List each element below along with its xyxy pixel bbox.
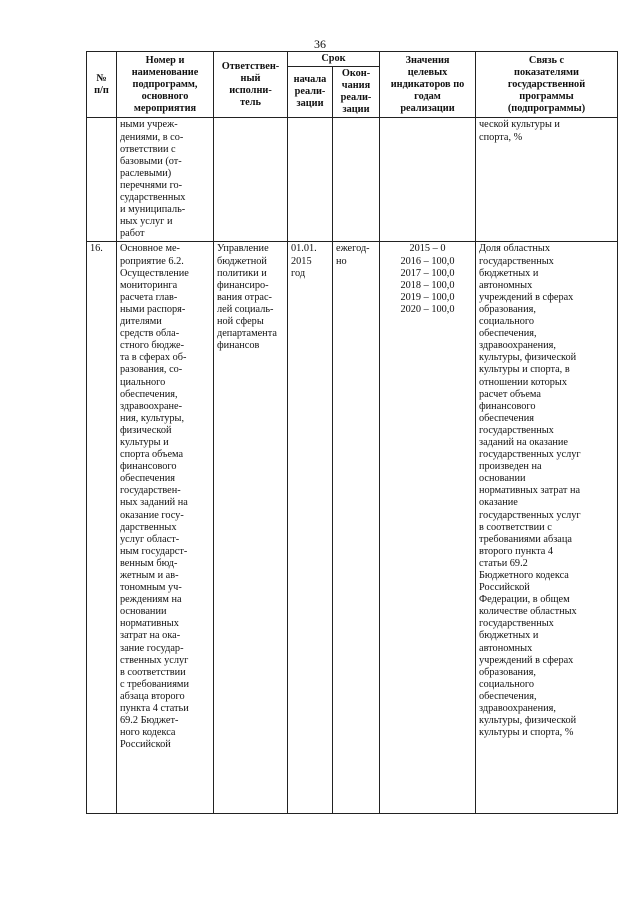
header-responsible: Ответствен- ный исполни- тель — [214, 52, 288, 118]
cell-term-end — [333, 118, 380, 242]
header-term-start: начала реали- зации — [288, 67, 333, 118]
header-link: Связь с показателями государственной программы (подпрограммы) — [476, 52, 618, 118]
cell-link: Доля областных государственных бюджетных и автономных учреждений в сферах образования, социального обеспечения, здравоохранения, культуры, физической культуры и спорта, в отношении которых расчет объема финансового обеспечения государственных заданий на оказание государственных услуг произведен на основании нормативных затрат на оказание государственных услуг в соответствии с требованиями абзаца второго пункта 4 статьи 69.2 Бюджетного кодекса Российской Федерации, в общем количестве областных государственных бюджетных и автономных учреждений в сферах образования, социального обеспечения, здравоохранения, культуры, физической культуры и спорта, % — [476, 242, 618, 814]
cell-name: Основное ме- роприятие 6.2. Осуществление мониторинга расчета глав- ными распоря- дителями средств обла- стного бюдже- та в сферах об- разования, со- циального обеспечения, здравоохране- ния, культуры, физической культуры и спорта объема финансового обеспечения государствен- ных заданий на оказание госу- дарственных услуг област- ным государст- венным бюд- жетным и ав- тономным уч- реждениям на основании нормативных затрат на ока- зание государ- ственных услуг в соответствии с требованиями абзаца второго пункта 4 статьи 69.2 Бюджет- ного кодекса Российской — [117, 242, 214, 814]
header-term: Срок — [288, 52, 380, 67]
table-row — [87, 242, 618, 814]
cell-term-end: ежегод- но — [333, 242, 380, 814]
header-num: № п/п — [87, 52, 117, 118]
cell-num: 16. — [87, 242, 117, 814]
cell-term-start — [288, 118, 333, 242]
header-indicators: Значения целевых индикаторов по годам реализации — [380, 52, 476, 118]
cell-num — [87, 118, 117, 242]
cell-responsible: Управление бюджетной политики и финансиро- вания отрас- лей социаль- ной сферы департамента финансов — [214, 242, 288, 814]
cell-responsible — [214, 118, 288, 242]
page-number: 36 — [314, 37, 326, 51]
cell-indicators — [380, 118, 476, 242]
program-table — [86, 51, 618, 814]
cell-term-start: 01.01. 2015 год — [288, 242, 333, 814]
cell-name: ными учреж- дениями, в со- ответствии с базовыми (от- раслевыми) перечнями го- сударственных и муниципаль- ных услуг и работ — [117, 118, 214, 242]
cell-indicators: 2015 – 0 2016 – 100,0 2017 – 100,0 2018 – 100,0 2019 – 100,0 2020 – 100,0 — [380, 242, 476, 814]
header-name: Номер и наименование подпрограмм, основного мероприятия — [117, 52, 214, 118]
table-row — [87, 118, 618, 242]
header-term-end: Окон- чания реали- зации — [333, 67, 380, 118]
cell-link: ческой культуры и спорта, % — [476, 118, 618, 242]
header-row — [87, 52, 618, 67]
